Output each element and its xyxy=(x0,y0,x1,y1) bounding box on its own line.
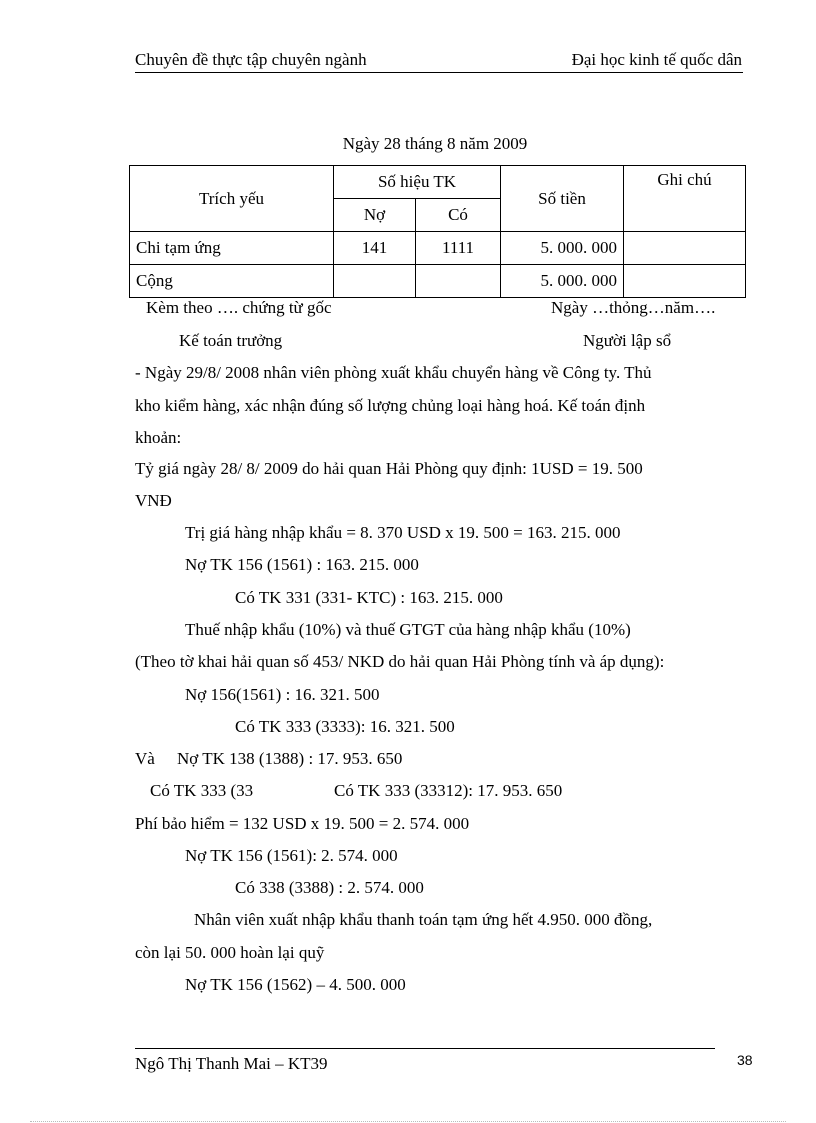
header-title-right: Đại học kinh tế quốc dân xyxy=(571,50,742,69)
col-header-debit: Nợ xyxy=(334,199,416,232)
entry-line: Nợ TK 156 (1561): 2. 574. 000 xyxy=(185,846,398,865)
header-divider xyxy=(135,72,743,73)
col-header-note: Ghi chú xyxy=(624,166,746,232)
attachment-note: Kèm theo …. chứng từ gốc xyxy=(146,298,332,317)
col-header-credit: Có xyxy=(416,199,501,232)
voucher-table xyxy=(129,165,746,298)
header-title-left: Chuyên đề thực tập chuyên ngành xyxy=(135,50,367,69)
row-amount: 5. 000. 000 xyxy=(501,232,624,265)
footer-author: Ngô Thị Thanh Mai – KT39 xyxy=(135,1054,328,1073)
body-paragraph-line: kho kiểm hàng, xác nhận đúng số lượng chủng loại hàng hoá. Kế toán định xyxy=(135,396,646,415)
entry-line: Nợ TK 156 (1562) – 4. 500. 000 xyxy=(185,975,406,994)
entry-line: Có TK 333 (3333): 16. 321. 500 xyxy=(235,717,455,736)
row-amount: 5. 000. 000 xyxy=(501,265,624,298)
col-header-account: Số hiệu TK xyxy=(334,166,501,199)
footer-divider xyxy=(135,1048,715,1049)
entry-line: Có 338 (3388) : 2. 574. 000 xyxy=(235,878,424,897)
entry-line: Có TK 333 (33 xyxy=(150,781,254,800)
entry-line: Trị giá hàng nhập khẩu = 8. 370 USD x 19. 500 = 163. 215. 000 xyxy=(185,523,621,542)
entry-line: Có TK 331 (331- KTC) : 163. 215. 000 xyxy=(235,588,503,607)
row-debit xyxy=(334,265,416,298)
row-description: Chi tạm ứng xyxy=(130,232,334,265)
page-bottom-border xyxy=(30,1121,786,1122)
row-credit xyxy=(416,265,501,298)
body-paragraph-line: VNĐ xyxy=(135,491,172,510)
col-header-amount: Số tiền xyxy=(501,166,624,232)
row-note xyxy=(624,265,746,298)
row-credit: 1111 xyxy=(416,232,501,265)
chief-accountant-label: Kế toán trưởng xyxy=(179,331,283,350)
body-paragraph-line: Nhân viên xuất nhập khẩu thanh toán tạm ứng hết 4.950. 000 đồng, xyxy=(194,910,653,929)
body-paragraph-line: Tỷ giá ngày 28/ 8/ 2009 do hải quan Hải Phòng quy định: 1USD = 19. 500 xyxy=(135,459,643,478)
table-row xyxy=(130,232,746,265)
entry-line: Nợ 156(1561) : 16. 321. 500 xyxy=(185,685,380,704)
body-paragraph-line: còn lại 50. 000 hoàn lại quỹ xyxy=(135,943,325,962)
entry-line: Nợ TK 156 (1561) : 163. 215. 000 xyxy=(185,555,419,574)
col-header-description: Trích yếu xyxy=(130,166,334,232)
entry-line: Nợ TK 138 (1388) : 17. 953. 650 xyxy=(177,749,403,768)
row-description: Cộng xyxy=(130,265,334,298)
voucher-date: Ngày 28 tháng 8 năm 2009 xyxy=(342,134,528,153)
row-debit: 141 xyxy=(334,232,416,265)
date-placeholder: Ngày …thỏng…năm…. xyxy=(551,298,716,317)
page-number: 38 xyxy=(737,1052,753,1068)
entry-line: Có TK 333 (33312): 17. 953. 650 xyxy=(334,781,563,800)
preparer-label: Người lập sổ xyxy=(583,331,672,350)
entry-line: Và xyxy=(135,749,155,768)
row-note xyxy=(624,232,746,265)
body-paragraph-line: (Theo tờ khai hải quan số 453/ NKD do hải quan Hải Phòng tính và áp dụng): xyxy=(135,652,665,671)
body-paragraph-line: khoản: xyxy=(135,428,182,447)
body-paragraph-line: - Ngày 29/8/ 2008 nhân viên phòng xuất khẩu chuyển hàng về Công ty. Thủ xyxy=(135,363,652,382)
table-row-total xyxy=(130,265,746,298)
body-paragraph-line: Phí bảo hiểm = 132 USD x 19. 500 = 2. 574. 000 xyxy=(135,814,470,833)
entry-line: Thuế nhập khẩu (10%) và thuế GTGT của hàng nhập khẩu (10%) xyxy=(185,620,631,639)
